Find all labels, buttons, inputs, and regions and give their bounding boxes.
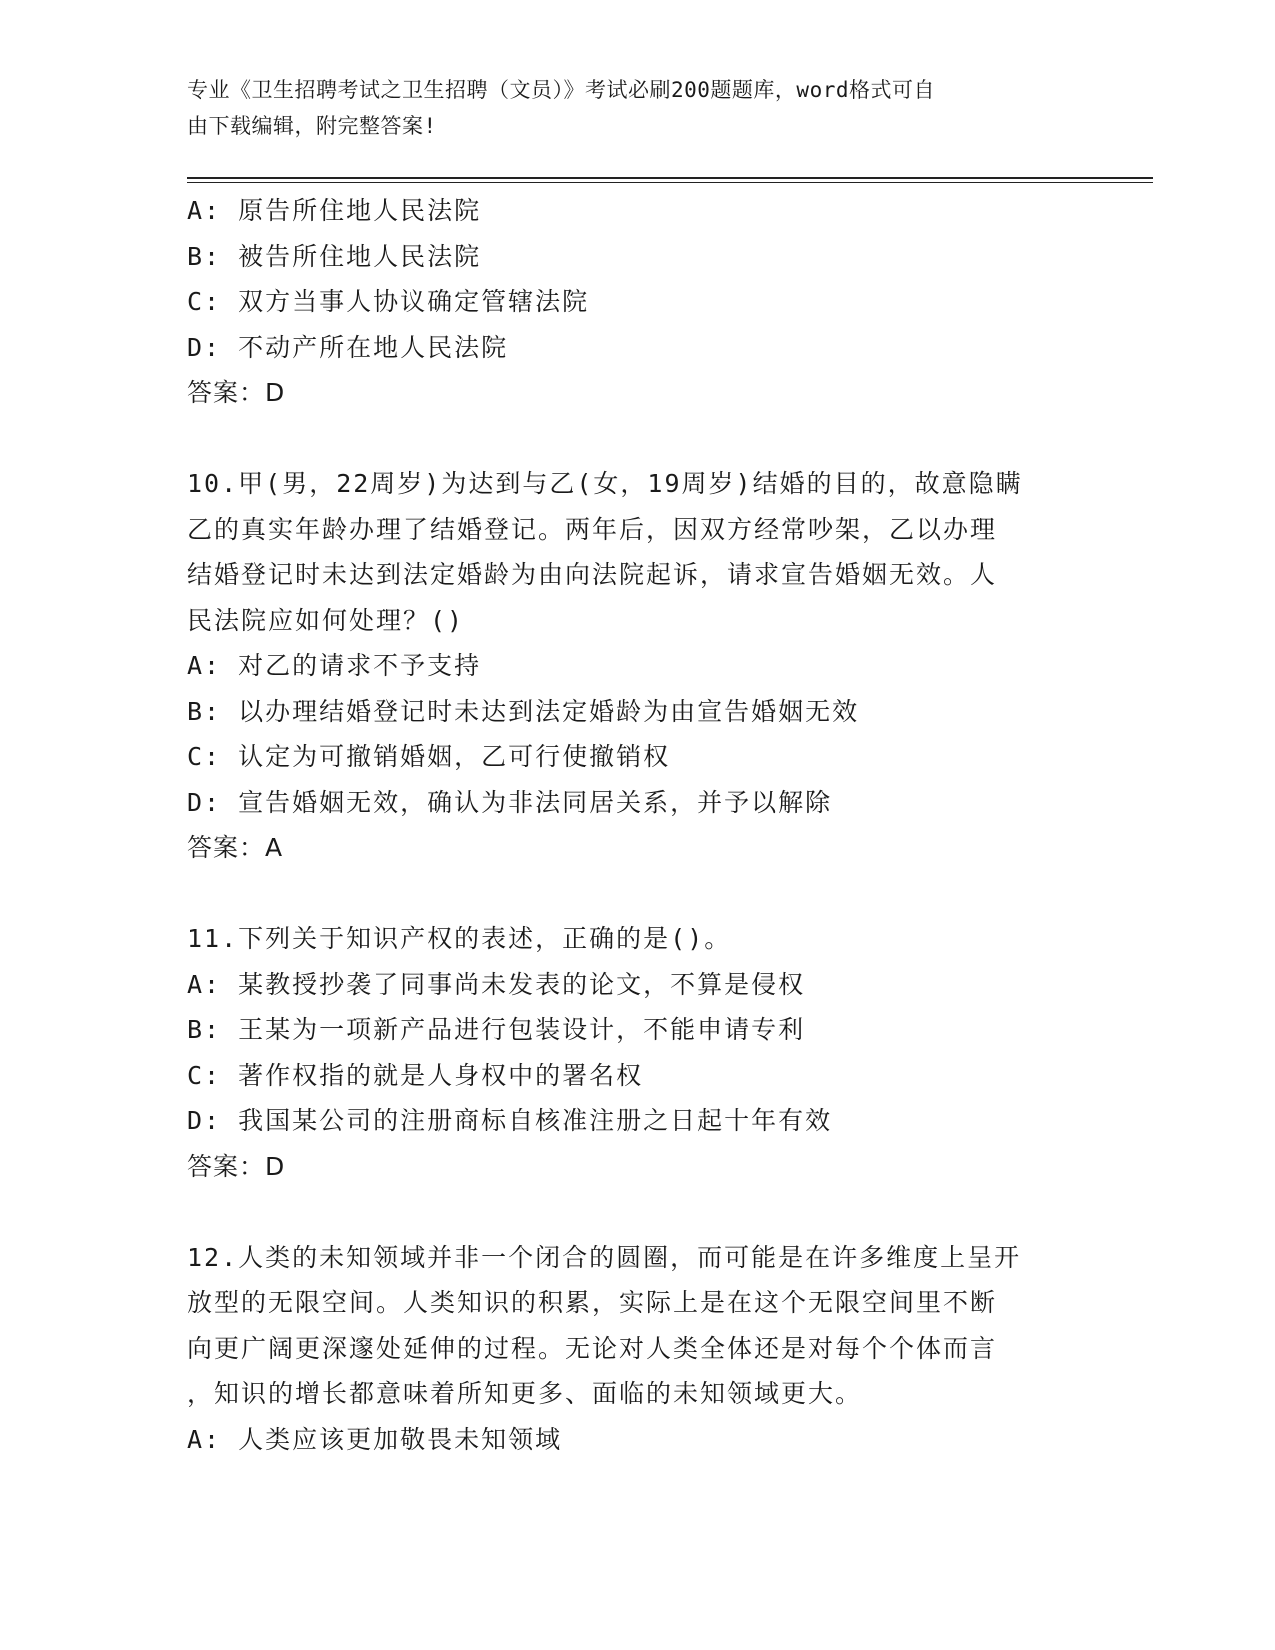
- question-list: [187, 188, 1087, 1462]
- option-d: D: 宣告婚姻无效，确认为非法同居关系，并予以解除: [187, 787, 833, 817]
- option-d: D: 我国某公司的注册商标自核准注册之日起十年有效: [187, 1106, 833, 1135]
- question-stem-line: 民法院应如何处理？(): [187, 605, 465, 635]
- option-b: B: 以办理结婚登记时未达到法定婚龄为由宣告婚姻无效: [187, 696, 860, 726]
- document-header: [187, 72, 1067, 144]
- question-stem-line: ，知识的增长都意味着所知更多、面临的未知领域更大。: [187, 1379, 863, 1408]
- option-b: B: 王某为一项新产品进行包装设计，不能申请专利: [187, 1015, 806, 1044]
- question-stem-line: 11.下列关于知识产权的表述，正确的是()。: [187, 924, 732, 953]
- option-b: B: 被告所住地人民法院: [187, 241, 482, 271]
- spacer: [187, 871, 1087, 917]
- header-rule-thick: [187, 177, 1153, 179]
- question-stem-line: 乙的真实年龄办理了结婚登记。两年后，因双方经常吵架，乙以办理: [187, 514, 998, 544]
- option-c: C: 双方当事人协议确定管辖法院: [187, 287, 590, 316]
- option-a: A: 对乙的请求不予支持: [187, 651, 482, 680]
- question-stem-line: 10.甲(男，22周岁)为达到与乙(女，19周岁)结婚的目的，故意隐瞒: [187, 469, 1023, 498]
- option-a: A: 人类应该更加敬畏未知领域: [187, 1424, 563, 1454]
- header-line-2: 由下载编辑，附完整答案!: [187, 114, 437, 138]
- header-rule-thin: [187, 182, 1153, 183]
- question-11: [187, 916, 1087, 1189]
- option-c: C: 认定为可撤销婚姻，乙可行使撤销权: [187, 742, 671, 771]
- answer: 答案：D: [187, 378, 286, 407]
- option-a: A: 某教授抄袭了同事尚未发表的论文，不算是侵权: [187, 969, 806, 999]
- answer: 答案：D: [187, 1151, 286, 1181]
- option-a: A: 原告所住地人民法院: [187, 196, 482, 225]
- question-stem-line: 12.人类的未知领域并非一个闭合的圆圈，而可能是在许多维度上呈开: [187, 1242, 1022, 1272]
- question-12: [187, 1235, 1087, 1463]
- question-stem-line: 向更广阔更深邃处延伸的过程。无论对人类全体还是对每个个体而言: [187, 1333, 998, 1363]
- option-d: D: 不动产所在地人民法院: [187, 332, 509, 362]
- question-stem-line: 结婚登记时未达到法定婚龄为由向法院起诉，请求宣告婚姻无效。人: [187, 560, 998, 589]
- question-10: [187, 461, 1087, 871]
- spacer: [187, 416, 1087, 462]
- answer: 答案：A: [187, 833, 284, 862]
- spacer: [187, 1189, 1087, 1235]
- header-line-1: 专业《卫生招聘考试之卫生招聘（文员）》考试必刷200题题库，word格式可自: [187, 78, 935, 102]
- question-9-continued: [187, 188, 1087, 416]
- option-c: C: 著作权指的就是人身权中的署名权: [187, 1060, 644, 1090]
- question-stem-line: 放型的无限空间。人类知识的积累，实际上是在这个无限空间里不断: [187, 1288, 998, 1317]
